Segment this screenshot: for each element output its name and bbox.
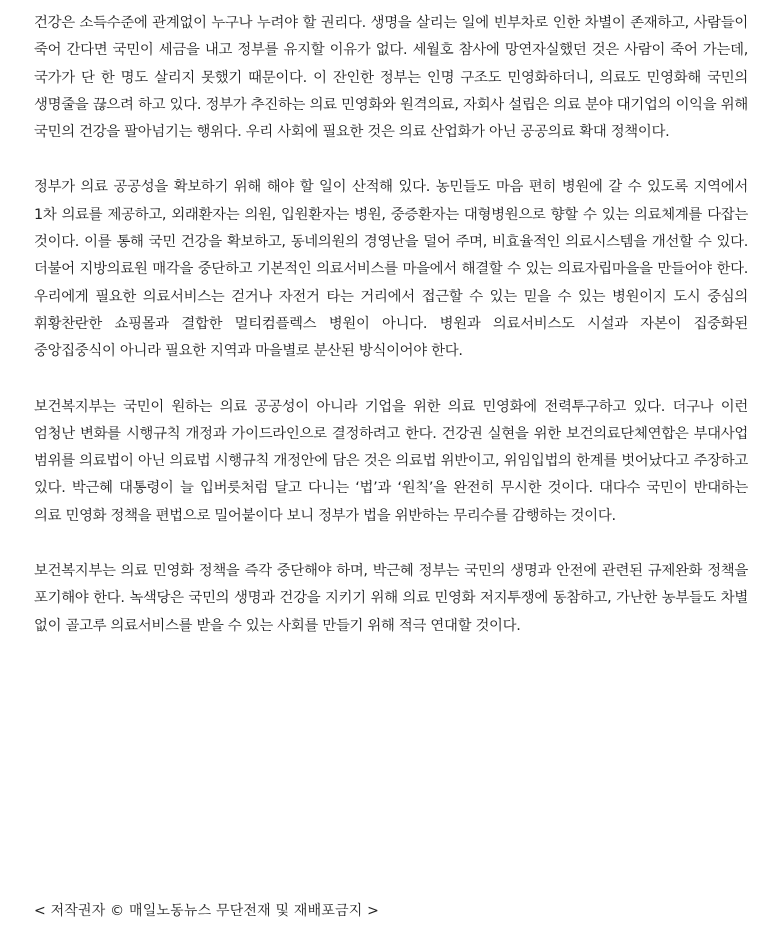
article-paragraph-1: 건강은 소득수준에 관계없이 누구나 누려야 할 권리다. 생명을 살리는 일에 빈부차로 인한 차별이 존재하고, 사람들이 죽어 간다면 국민이 세금을 내고 정부를 유지할 이유가 없다. 세월호 참사에 망연자실했던 것은 사람이 죽어 가는데, 국가가 단 한 명도 살리지 못했기 때문이다. 이 잔인한 정부는 인명 구조도 민영화하더니, 의료도 민영화해 국민의 생명줄을 끊으려 하고 있다. 정부가 추진하는 의료 민영화와 원격의료, 자회사 설립은 의료 분야 대기업의 이익을 위해 국민의 건강을 팔아넘기는 행위다. 우리 사회에 필요한 것은 의료 산업화가 아닌 공공의료 확대 정책이다. — [34, 15, 748, 141]
article-paragraph-3: 보건복지부는 국민이 원하는 의료 공공성이 아니라 기업을 위한 의료 민영화에 전력투구하고 있다. 더구나 이런 엄청난 변화를 시행규칙 개정과 가이드라인으로 결정하려고 한다. 건강권 실현을 위한 보건의료단체연합은 부대사업 범위를 의료법이 아닌 의료법 시행규칙 개정안에 담은 것은 의료법 위반이고, 위임입법의 한계를 벗어났다고 주장하고 있다. 박근혜 대통령이 늘 입버릇처럼 달고 다니는 ‘법’과 ‘원칙’을 완전히 무시한 것이다. 대다수 국민이 반대하는 의료 민영화 정책을 편법으로 밀어붙이다 보니 정부가 법을 위반하는 무리수를 감행하는 것이다. — [34, 398, 748, 524]
article-body — [34, 10, 748, 668]
article-paragraph-4: 보건복지부는 의료 민영화 정책을 즉각 중단해야 하며, 박근혜 정부는 국민의 생명과 안전에 관련된 규제완화 정책을 포기해야 한다. 녹색당은 국민의 생명과 건강을 지키기 위해 의료 민영화 저지투쟁에 동참하고, 가난한 농부들도 차별 없이 골고루 의료서비스를 받을 수 있는 사회를 만들기 위해 적극 연대할 것이다. — [34, 563, 748, 634]
copyright-notice: < 저작권자 © 매일노동뉴스 무단전재 및 재배포금지 > — [34, 903, 380, 919]
article-paragraph-2: 정부가 의료 공공성을 확보하기 위해 해야 할 일이 산적해 있다. 농민들도 마음 편히 병원에 갈 수 있도록 지역에서 1차 의료를 제공하고, 외래환자는 의원, 입원환자는 병원, 중증환자는 대형병원으로 향할 수 있는 의료체계를 다잡는 것이다. 이를 통해 국민 건강을 확보하고, 동네의원의 경영난을 덜어 주며, 비효율적인 의료시스템을 개선할 수 있다. 더불어 지방의료원 매각을 중단하고 기본적인 의료서비스를 마을에서 해결할 수 있는 의료자립마을을 만들어야 한다. 우리에게 필요한 의료서비스는 걷거나 자전거 타는 거리에서 접근할 수 있는 믿을 수 있는 병원이지 도시 중심의 휘황찬란한 쇼핑몰과 결합한 멀티컴플렉스 병원이 아니다. 병원과 의료서비스도 시설과 자본이 집중화된 중앙집중식이 아니라 필요한 지역과 마을별로 분산된 방식이어야 한다. — [34, 179, 748, 360]
